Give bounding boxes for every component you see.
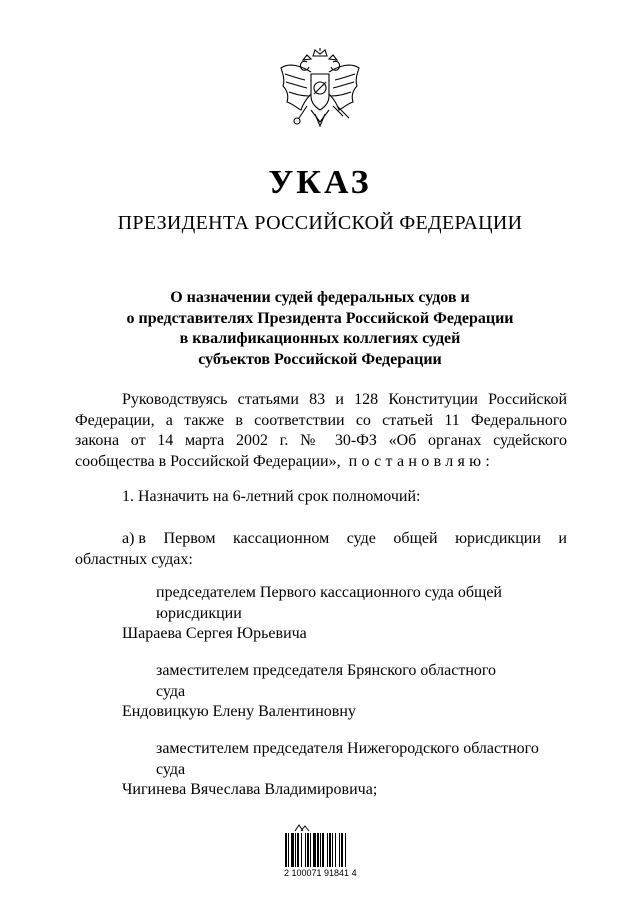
- barcode-bar: [339, 833, 340, 867]
- appointee-name: Ендовицкую Елену Валентиновну: [122, 703, 356, 720]
- item-a-word: кассационном: [233, 530, 330, 547]
- item-a-word: суде: [346, 530, 376, 547]
- barcode-bar: [335, 833, 336, 867]
- barcode-bar: [310, 833, 311, 867]
- preamble-line-text: закона от 14 марта 2002 г. № 30-ФЗ «Об органах судейского: [75, 432, 567, 449]
- position-line: суда: [156, 760, 186, 778]
- barcode-bar: [320, 833, 321, 867]
- barcode-bar: [341, 833, 343, 867]
- position-line: заместителем председателя Нижегородского областного: [156, 740, 539, 757]
- barcode-bar: [322, 833, 324, 867]
- position-line: председателем Первого кассационного суда общей: [156, 584, 502, 601]
- appointee-name: Чигинева Вячеслава Владимировича;: [122, 781, 378, 798]
- item-a-word: и: [558, 530, 567, 547]
- item-a: [75, 529, 567, 570]
- barcode-bar: [313, 833, 316, 867]
- barcode-bar: [301, 833, 302, 867]
- barcode-number: 2 100071 91841 4: [284, 868, 357, 878]
- heading-line: о представителях Президента Российской Федерации: [126, 309, 514, 327]
- item-a-line-2: областных судах:: [75, 550, 193, 568]
- item-a-line-1: [75, 529, 567, 550]
- preamble-line-text: Федерации, а также в соответствии со статьей 11 Федерального: [75, 411, 567, 429]
- appointment-position: [156, 739, 539, 780]
- preamble-line-1: [75, 390, 567, 411]
- barcode-bar: [329, 833, 331, 867]
- barcode-bar: [297, 833, 299, 867]
- barcode-bar: [285, 833, 287, 867]
- heading-line: О назначении судей федеральных судов и: [170, 289, 470, 306]
- barcode-bar: [295, 833, 296, 867]
- barcode-bar: [288, 833, 289, 867]
- decree-heading: [0, 288, 640, 370]
- heading-line: в квалификационных коллегиях судей: [179, 330, 461, 347]
- barcode-bar: [305, 833, 306, 867]
- preamble-paragraph: [75, 390, 567, 472]
- item-a-word: юрисдикции: [455, 530, 541, 547]
- decree-verb: постановляю:: [348, 452, 495, 470]
- item-1: 1. Назначить на 6-летний срок полномочий:: [122, 488, 421, 505]
- preamble-line-text: Руководствуясь статьями 83 и 128 Конституции Российской: [122, 391, 567, 408]
- preamble-line-3: [75, 431, 567, 452]
- barcode-bar: [345, 833, 346, 867]
- position-line: суда: [156, 682, 186, 700]
- position-line: заместителем председателя Брянского областного: [156, 662, 497, 679]
- item-a-word: общей: [393, 530, 438, 547]
- item-a-word: а) в: [122, 530, 146, 547]
- barcode-icon: [284, 833, 374, 867]
- item-a-word: Первом: [163, 530, 216, 547]
- heading-line: субъектов Российской Федерации: [198, 350, 442, 368]
- preamble-line-text: сообщества в Российской Федерации»,: [75, 452, 341, 470]
- preamble-line-2: [75, 411, 567, 432]
- appointment-position: [156, 661, 496, 702]
- document-title: УКАЗ: [268, 164, 372, 201]
- appointee-name: Шараева Сергея Юрьевича: [122, 625, 307, 642]
- barcode-bar: [291, 833, 294, 867]
- preamble-line-4: [75, 452, 567, 473]
- barcode-bar: [307, 833, 309, 867]
- barcode-bar: [317, 833, 319, 867]
- barcode-block: [284, 824, 374, 880]
- barcode-bar: [332, 833, 333, 867]
- document-subtitle: ПРЕЗИДЕНТА РОССИЙСКОЙ ФЕДЕРАЦИИ: [117, 212, 523, 234]
- appointment-position: [156, 583, 502, 624]
- barcode-bar: [327, 833, 328, 867]
- position-line: юрисдикции: [156, 604, 242, 622]
- russian-coat-of-arms-icon: [277, 48, 363, 140]
- printer-logo-icon: [294, 824, 312, 832]
